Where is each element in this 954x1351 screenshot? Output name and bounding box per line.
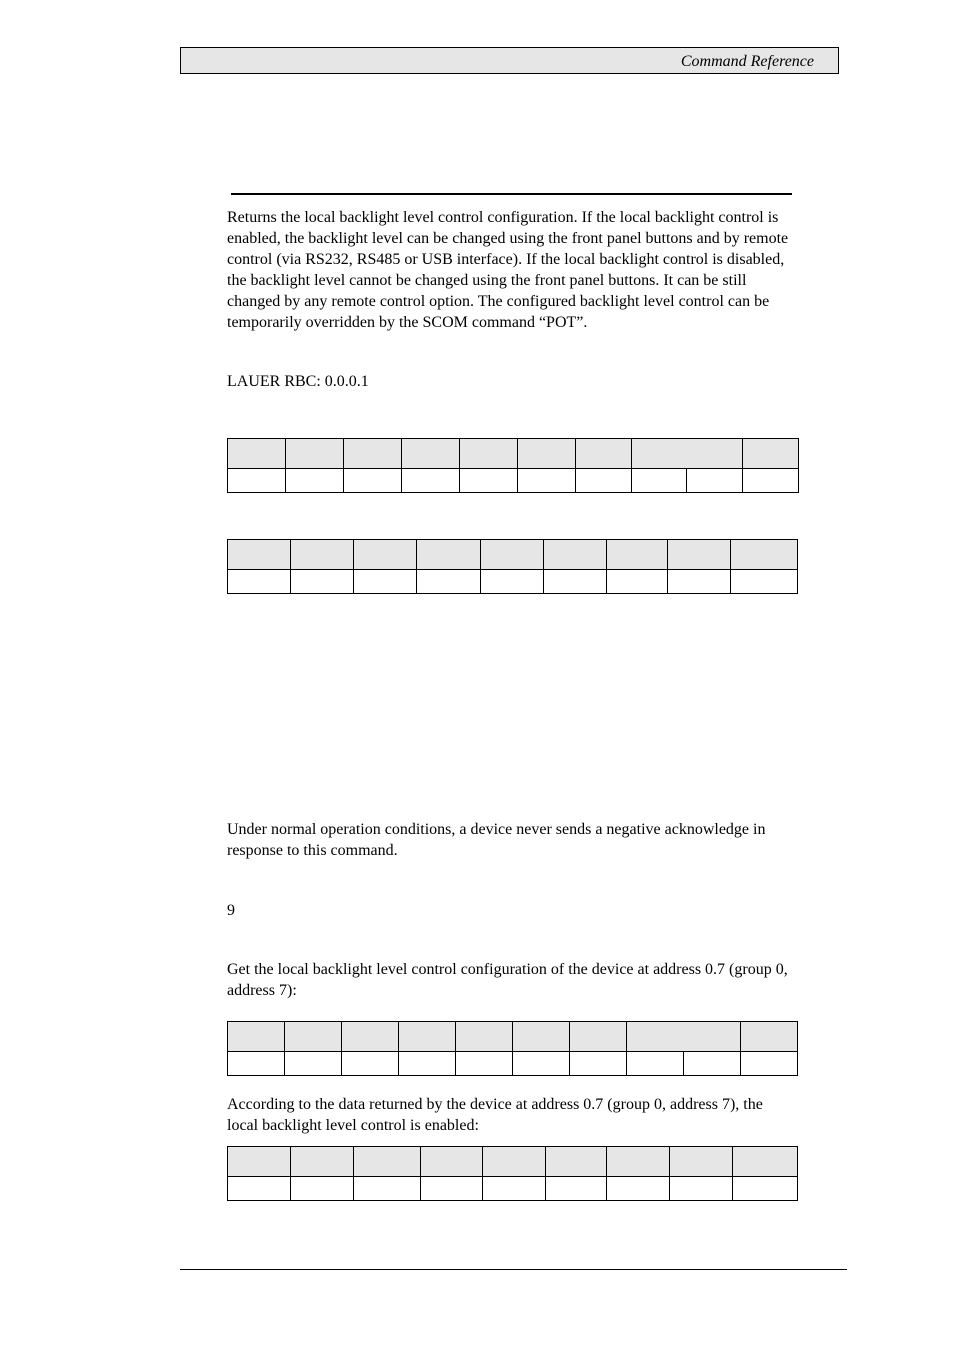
example-result-paragraph: According to the data returned by the device at address 0.7 (group 0, address 7), the local backlight level control is enabled: <box>227 1096 763 1134</box>
example-intro-paragraph: Get the local backlight level control configuration of the device at address 0.7 (group 0, address 7): <box>227 961 788 999</box>
section-title-rule <box>231 193 792 195</box>
number-value: 9 <box>227 902 235 919</box>
response-frame-table <box>227 539 798 594</box>
example-request-table <box>227 1021 798 1076</box>
table-data-row <box>228 1052 798 1076</box>
table-header-row <box>228 1022 798 1052</box>
footer-rule <box>180 1269 847 1270</box>
header-title: Command Reference <box>680 53 814 70</box>
table-header-row <box>228 439 799 469</box>
table-data-row <box>228 1177 798 1201</box>
table-header-row <box>228 1147 798 1177</box>
running-header <box>180 47 839 74</box>
version-line: LAUER RBC: 0.0.0.1 <box>227 373 369 390</box>
table-data-row <box>228 469 799 493</box>
nak-note-paragraph: Under normal operation conditions, a device never sends a negative acknowledge in response to this command. <box>227 821 766 859</box>
table-data-row <box>228 570 798 594</box>
table-header-row <box>228 540 798 570</box>
description-paragraph: Returns the local backlight level control configuration. If the local backlight control is enabled, the backlight level can be changed using the front panel buttons and by remote control (via RS232, RS485 or USB interface). If the local backlight control is disabled, the backlight level cannot be changed using the front panel buttons. It can be still changed by any remote control option. The configured backlight level control can be temporarily overridden by the SCOM command “POT”. <box>227 209 789 331</box>
request-frame-table <box>227 438 799 493</box>
example-response-table <box>227 1146 798 1201</box>
